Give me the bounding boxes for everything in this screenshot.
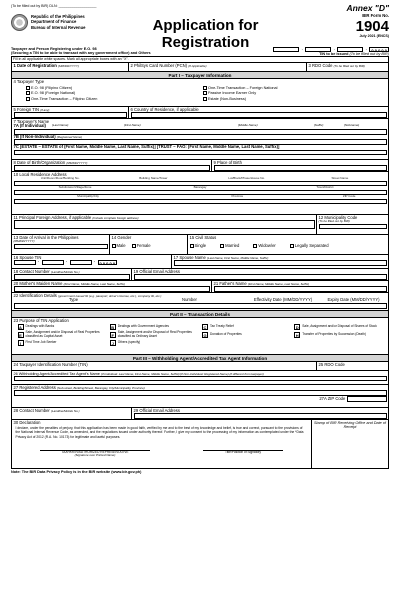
f3-label: 3 RDO Code (308, 63, 333, 68)
type-option-1[interactable]: E.O. 98 (Filipino Citizen) (26, 86, 197, 90)
privacy-note: Note: The BIR Data Privacy Policy is in the BIR website (www.bir.gov.ph) (11, 470, 142, 474)
f22-note: (government issued ID (e.g. passport, driver's license, etc.), company ID, etc.) (57, 293, 162, 298)
spouse-tin-1[interactable] (14, 260, 36, 265)
spouse-tin-2[interactable] (42, 260, 64, 265)
addr-unit-caption: Unit/Room/Floor/Building No. (40, 176, 80, 181)
purpose-j[interactable]: J Others (specify) (111, 339, 141, 346)
agency-line3: Bureau of Internal Revenue (31, 24, 86, 30)
purpose-f[interactable]: F Sale, Assignment and/or Disposal of Real Properties classified as Ordinary Asset (111, 330, 192, 338)
f7b-label: 7B (If Non-Individual) (13, 133, 56, 139)
tin-issued-boxes: - - - 0 0 0 0 0 (273, 47, 389, 52)
birth-date-input[interactable] (14, 165, 210, 171)
id-expiry-header: Expiry Date (MM/DD/YYYY) (327, 297, 380, 303)
f10-label: 10 Local Residence Address (13, 171, 67, 177)
sig1-label: TAXPAYER/AUTHORIZED REPRESENTATIVE (61, 449, 129, 454)
tin-issued-label: TIN to be issued (319, 52, 349, 56)
f19-label: 19 Official Email Address (133, 269, 180, 274)
part2-header: Part II – Transaction Details (12, 310, 388, 317)
purpose-e[interactable]: E Sale, Assignment and/or Disposal of Real Properties classified as Capital Asset (19, 330, 100, 338)
f5-note: (if any) (40, 107, 50, 112)
f7-label: 7 Taxpayer's Name (13, 118, 50, 124)
f21-note: (First Name, Middle Name, Last Name, Suffix) (247, 281, 310, 286)
f5-label: 5 Foreign TIN (13, 107, 40, 112)
f7c-label: 7C [ESTATE – ESTATE of (First Name, Middle Name, Last Name, Suffix)] [TRUST – FAO: (First Name, Middle Name, Last Name, Suffix)] (13, 143, 280, 149)
f9-label: 9 Place of Birth (213, 160, 242, 165)
purpose-b[interactable]: B Dealings with Government Agencies (111, 324, 169, 331)
type-option-2[interactable]: One-Time Transaction – Foreign National (203, 86, 374, 90)
municipality-code-input[interactable] (319, 224, 387, 230)
stamp-area (312, 420, 388, 468)
nickname-caption: (Nickname) (343, 123, 360, 128)
f18-label: 18 Contact Number (13, 269, 50, 274)
foreign-address-input[interactable] (14, 220, 315, 229)
form-label: BIR Form No. (362, 13, 389, 18)
f27-note: (Sub-street, Building/Street, Barangay, City/Municipality, Province) (57, 385, 145, 390)
subheader-line2: (Securing a TIN to be able to transact with any government office) and Others (11, 51, 151, 56)
f7a-label: 7A (If Individual) (13, 123, 46, 129)
f26-note: (If Individual: Last Name, First Name, Middle Name, Suffix)/(If Non-Individual: Registered Name) (if different from taxpayer) (100, 371, 264, 376)
agency-line2: Department of Finance (31, 19, 77, 25)
agency-block (31, 14, 109, 30)
civil-single[interactable]: Single (190, 244, 207, 249)
f17-label: 17 Spouse Name (173, 255, 206, 260)
f20-label: 20 Mother's Maiden Name (13, 281, 63, 286)
purpose-g[interactable]: G Donation of Properties (203, 332, 242, 338)
gender-male[interactable]: Male (112, 244, 126, 249)
addr-subdivision-caption: Subdivision/Village/Zone (58, 185, 92, 190)
f16-label: 16 Spouse TIN (13, 255, 42, 260)
civil-married[interactable]: Married (220, 244, 239, 249)
f2-label: 2 PhilSys Card Number (PCN) (130, 63, 188, 68)
declaration-text: I declare, under the penalties of perjury, that this application has been made in good faith, verified by me and to the best of my knowledge and belief, is true and correct, pursuant to the provisions of the National Internal Revenue Code, as amended, and the regulations issued under authority thereof. Further, I give my consent to the processing of my information as contemplated under the *Data Privacy Act of 2012 (R.A. No. 10173) for legitimate and lawful purposes. (15, 426, 304, 439)
suffix-caption: (Suffix) (313, 123, 324, 128)
subheader-line1: Taxpayer and Person Registering under E.O. 98 (11, 47, 97, 51)
part1-header: Part I – Taxpayer Information (12, 71, 388, 78)
addr-province-caption: Province (231, 194, 244, 199)
id-details-input[interactable] (14, 303, 387, 309)
f25-label: 25 RDO Code (318, 362, 345, 367)
f12-note: (To be filled out by BIR) (318, 219, 350, 224)
middle-name-caption: (Middle Name) (237, 123, 258, 128)
purpose-h[interactable]: H Transfer of Properties by Succession (Death) (295, 332, 366, 338)
f2-note: (If Applicable) (188, 63, 207, 68)
arrival-date-input[interactable] (14, 244, 108, 250)
form-edition: July 2021 (ENCS) (359, 33, 389, 38)
form-number: 1904 (355, 17, 389, 35)
purpose-a[interactable]: A Dealings with Banks (19, 324, 55, 331)
addr-building-caption: Building Name/Tower (139, 176, 168, 181)
f3-note: (To be filled out by BIR) (333, 63, 365, 68)
type-option-5[interactable]: One-Time Transaction – Filipino Citizen (26, 97, 197, 101)
f20-note: (First Name, Middle Name, Last Name, Suffix) (63, 281, 126, 286)
tin-part-1[interactable] (273, 47, 299, 52)
f6-label: 6 Country of Residence, if applicable (130, 107, 199, 112)
type-option-3[interactable]: E.O. 98 (Foreign National) (26, 91, 197, 95)
agent-zip-input[interactable] (347, 396, 387, 402)
last-name-caption: (Last Name) (51, 123, 69, 128)
f11-note: (Include complete foreign address) (92, 215, 139, 220)
type-option-4[interactable]: Passive Income Earner Only (203, 91, 374, 95)
f12-label: 12 Municipality Code (318, 215, 358, 220)
f24-cell (12, 362, 317, 370)
part3-header: Part III – Withholding Agent/Accredited Tax Agent Information (12, 354, 388, 361)
sig1-sub: (Signature over Printed Name) (74, 453, 116, 458)
form-number-box (302, 14, 389, 38)
first-name-caption: (First Name) (123, 123, 141, 128)
purpose-i[interactable]: I First Time Job Seeker (18, 340, 106, 346)
stamp-label: Stamp of BIR Receiving Office and Date of Receipt (314, 420, 386, 429)
form-body (11, 56, 389, 469)
f23-label: 23 Purpose of TIN Application (13, 317, 69, 323)
agent-email-input[interactable] (134, 413, 387, 419)
f21-label: 21 Father's Name (213, 281, 247, 286)
id-type-header: Type (68, 297, 79, 303)
spouse-tin-3[interactable] (70, 260, 92, 265)
purpose-options (14, 323, 387, 346)
tin-issued-note: (To be filled out by BIR) (349, 52, 389, 56)
contact-number-input[interactable] (14, 274, 130, 280)
f27a-label: 27A ZIP Code (319, 396, 346, 402)
top-line (11, 4, 389, 14)
dln-note: (To be filled out by BIR) DLN: ___________________ (11, 4, 97, 8)
f14-label: 14 Gender (111, 235, 132, 240)
f13-label: 13 Date of Arrival in the Philippines (13, 235, 79, 240)
email-input[interactable] (134, 274, 387, 280)
father-name-input[interactable] (214, 286, 387, 292)
id-effectivity-header: Effectivity Date (MM/DD/YYYY) (253, 297, 313, 303)
foreign-tin-input[interactable] (14, 112, 127, 118)
agency-line1: Republic of the Philippines (31, 14, 85, 19)
type-option-6[interactable]: Estate (Non-Business) (203, 97, 374, 101)
sig2-label: Title/Position of Signatory (224, 449, 262, 454)
civil-widower[interactable]: Widow/er (253, 244, 275, 249)
f8-fmt: (MM/DD/YYYY) (66, 160, 88, 165)
form-title: Application for Registration (152, 17, 259, 52)
f7b-caption: (Registered Name) (56, 134, 83, 139)
f18-note: (Landline/Mobile No.) (50, 269, 80, 274)
addr-street-caption: Street Name (331, 176, 349, 181)
addr-zip-caption: ZIP Code (342, 194, 356, 199)
addr-district-caption: Town/District (316, 185, 334, 190)
civil-separated[interactable]: Legally Separated (290, 244, 329, 249)
purpose-d[interactable]: D Sale, Assignment and/or Disposal of Shares of Stock (295, 324, 377, 331)
mother-name-input[interactable] (14, 286, 210, 292)
f13-fmt: (MM/DD/YYYY) (13, 239, 35, 244)
agent-name-input[interactable] (14, 376, 387, 382)
spouse-name-input[interactable] (174, 260, 387, 266)
f1-label: 1 Date of Registration (13, 63, 57, 68)
f27-label: 27 Registered Address (13, 385, 56, 390)
addr-barangay-caption: Barangay (193, 185, 207, 190)
f26-label: 26 Withholding Agent/Accredited Tax Agent's Name (13, 371, 100, 376)
f29-label: 29 Official Email Address (133, 408, 180, 413)
f8-label: 8 Date of Birth/Organization (13, 160, 66, 165)
estate-trust-name-input[interactable] (14, 150, 387, 156)
purpose-c[interactable]: C Tax Treaty Relief (203, 324, 234, 331)
gender-female[interactable]: Female (132, 244, 151, 249)
tin-suffix: 0 0 0 0 0 (371, 48, 387, 53)
f24-label: 24 Taxpayer Identification Number (TIN) (13, 362, 88, 367)
birth-place-input[interactable] (214, 165, 387, 171)
f1-fmt: (MM/DD/YYYY) (57, 63, 79, 68)
addr-lot-caption: Lot/Block/Phase/House No. (228, 176, 265, 181)
f11-label: 11 Principal Foreign Address, if applicable (13, 215, 92, 220)
f4-label: 4 Taxpayer Type (13, 78, 45, 84)
instructions: Fill in all applicable white spaces. Mark all appropriate boxes with an "X". (13, 57, 129, 61)
taxpayer-signature[interactable] (40, 450, 150, 458)
bir-seal-icon (11, 14, 28, 31)
address-line3-input[interactable] (14, 199, 387, 205)
addr-city-caption: Municipality/City (77, 194, 99, 199)
taxpayer-type-options (12, 85, 388, 102)
f15-label: 15 Civil Status (189, 235, 217, 240)
f22-label: 22 Identification Details (13, 292, 57, 298)
title-position[interactable] (203, 450, 283, 458)
f30-label: 30 Declaration (13, 420, 41, 425)
spouse-tin-boxes: - - - 0 0 0 0 0 (14, 260, 170, 265)
id-number-header: Number (182, 297, 197, 303)
f28-label: 28 Contact Number (13, 408, 50, 413)
f17-note: (Last Name, First Name, Middle Name, Suffix) (207, 255, 269, 260)
f28-note: (Landline/Mobile No.) (50, 408, 80, 413)
annex-label: Annex "D" (346, 3, 389, 13)
country-residence-input[interactable] (131, 112, 387, 118)
spouse-tin-suffix: 0 0 0 0 0 (99, 261, 116, 267)
